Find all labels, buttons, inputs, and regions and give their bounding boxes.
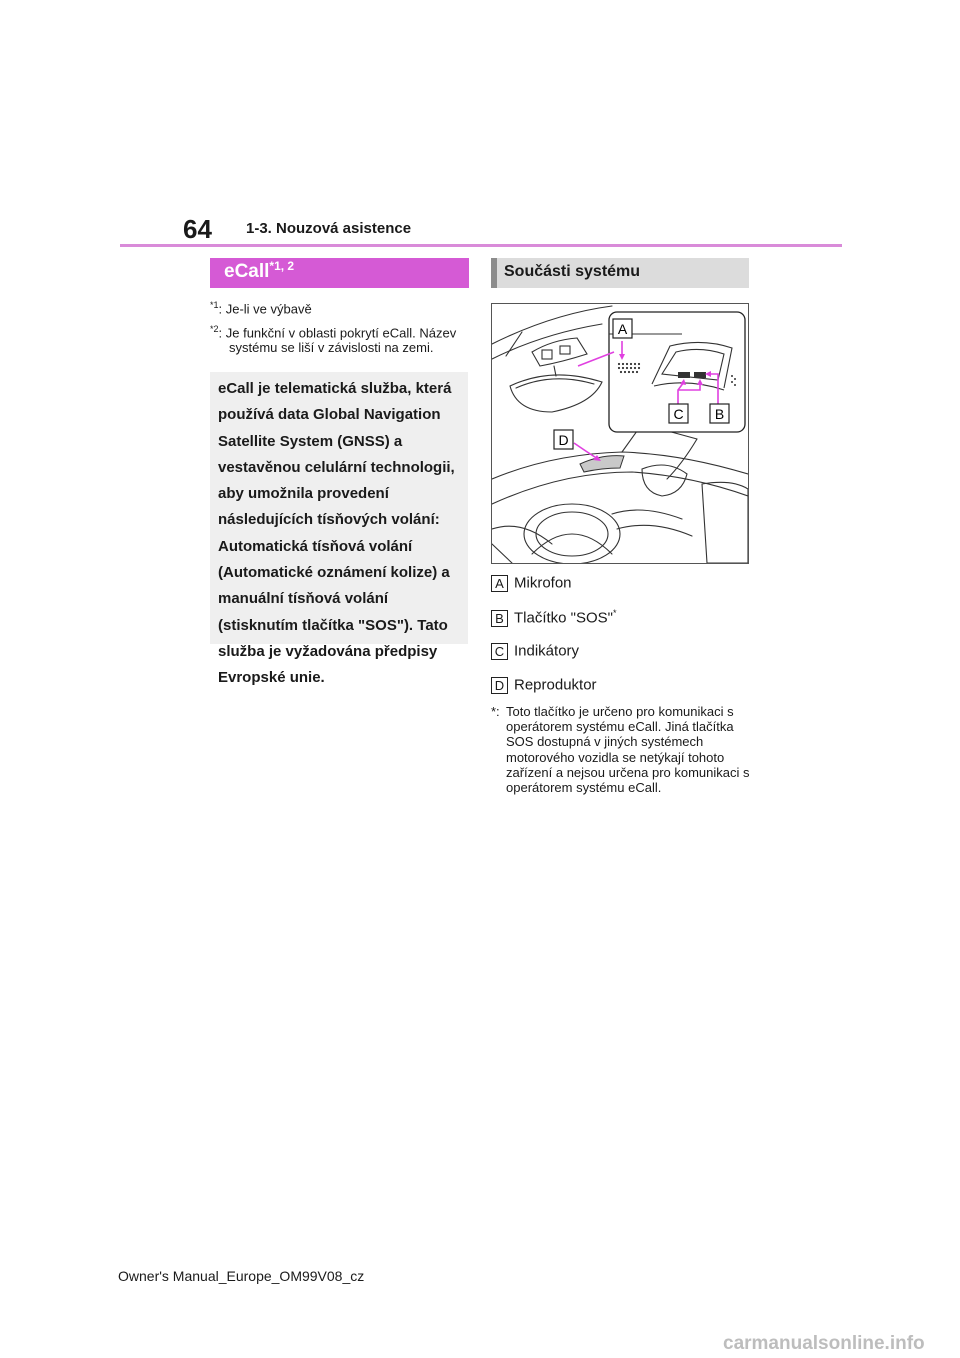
component-illustration (491, 303, 749, 564)
section-title: 1-3. Nouzová asistence (246, 220, 412, 237)
footnote-1-text: : Je-li ve výbavě (218, 301, 312, 317)
legend-label-b: Tlačítko "SOS" (514, 609, 614, 627)
legend-key-b: B (491, 610, 508, 627)
components-heading-bar (491, 258, 749, 288)
info-text: eCall je telematická služba, která používá data Global Navigation Satellite System (GNSS) a vestavěnou celulární technologii, aby umožnila provedení následujících tísňových volání: Automatická tísňová volání (Automatické oznámení kolize) a manuální tísňová volání (stisknutím tlačítka "SOS"). Tato služba je vyžadována předpisy Evropské unie. (218, 380, 455, 687)
figure-label-d: D (558, 432, 569, 448)
footnote-2-text: : Je funkční v oblasti pokrytí eCall. Název systému se liší v závislosti na zemi. (218, 325, 457, 356)
ecall-heading-sup: *1, 2 (269, 259, 295, 273)
sos-note-text: Toto tlačítko je určeno pro komunikaci s operátorem systému eCall. Jiná tlačítka SOS dostupná v jiných systémech motorového vozidla se netýkají tohoto zařízení a nejsou určena pro komunikaci s operátorem systému eCall. (506, 704, 750, 796)
figure-label-a: A (617, 321, 628, 337)
legend-item-c (491, 642, 579, 662)
page-number: 64 (183, 214, 212, 244)
legend-label-d: Reproduktor (514, 676, 597, 694)
ecall-heading-bar (210, 258, 469, 288)
footer-text: Owner's Manual_Europe_OM99V08_cz (118, 1268, 365, 1284)
ecall-heading (224, 261, 294, 283)
legend-key-d: D (491, 677, 508, 694)
legend-label-a: Mikrofon (514, 574, 572, 592)
legend-item-a (491, 574, 572, 594)
sos-note (491, 704, 751, 795)
footnote-2 (210, 322, 491, 355)
watermark: carmanualsonline.info (723, 1333, 925, 1354)
components-heading: Součásti systému (504, 263, 641, 280)
legend-key-a: A (491, 575, 508, 592)
legend-label-c: Indikátory (514, 642, 580, 660)
figure-label-c: C (673, 406, 684, 422)
footnote-1 (210, 298, 312, 316)
ecall-heading-text: eCall (224, 261, 270, 282)
footnote-1-marker: *1 (210, 300, 219, 310)
legend-item-d (491, 676, 597, 696)
legend-key-c: C (491, 643, 508, 660)
footnote-2-marker: *2 (210, 324, 219, 334)
sos-note-marker: *: (491, 704, 500, 719)
figure-label-b: B (714, 406, 725, 422)
legend-label-b-sup: * (613, 608, 617, 618)
info-box (210, 372, 468, 687)
header-rule (120, 244, 842, 247)
legend-item-b (491, 608, 617, 628)
component-illustration-svg (492, 304, 748, 563)
